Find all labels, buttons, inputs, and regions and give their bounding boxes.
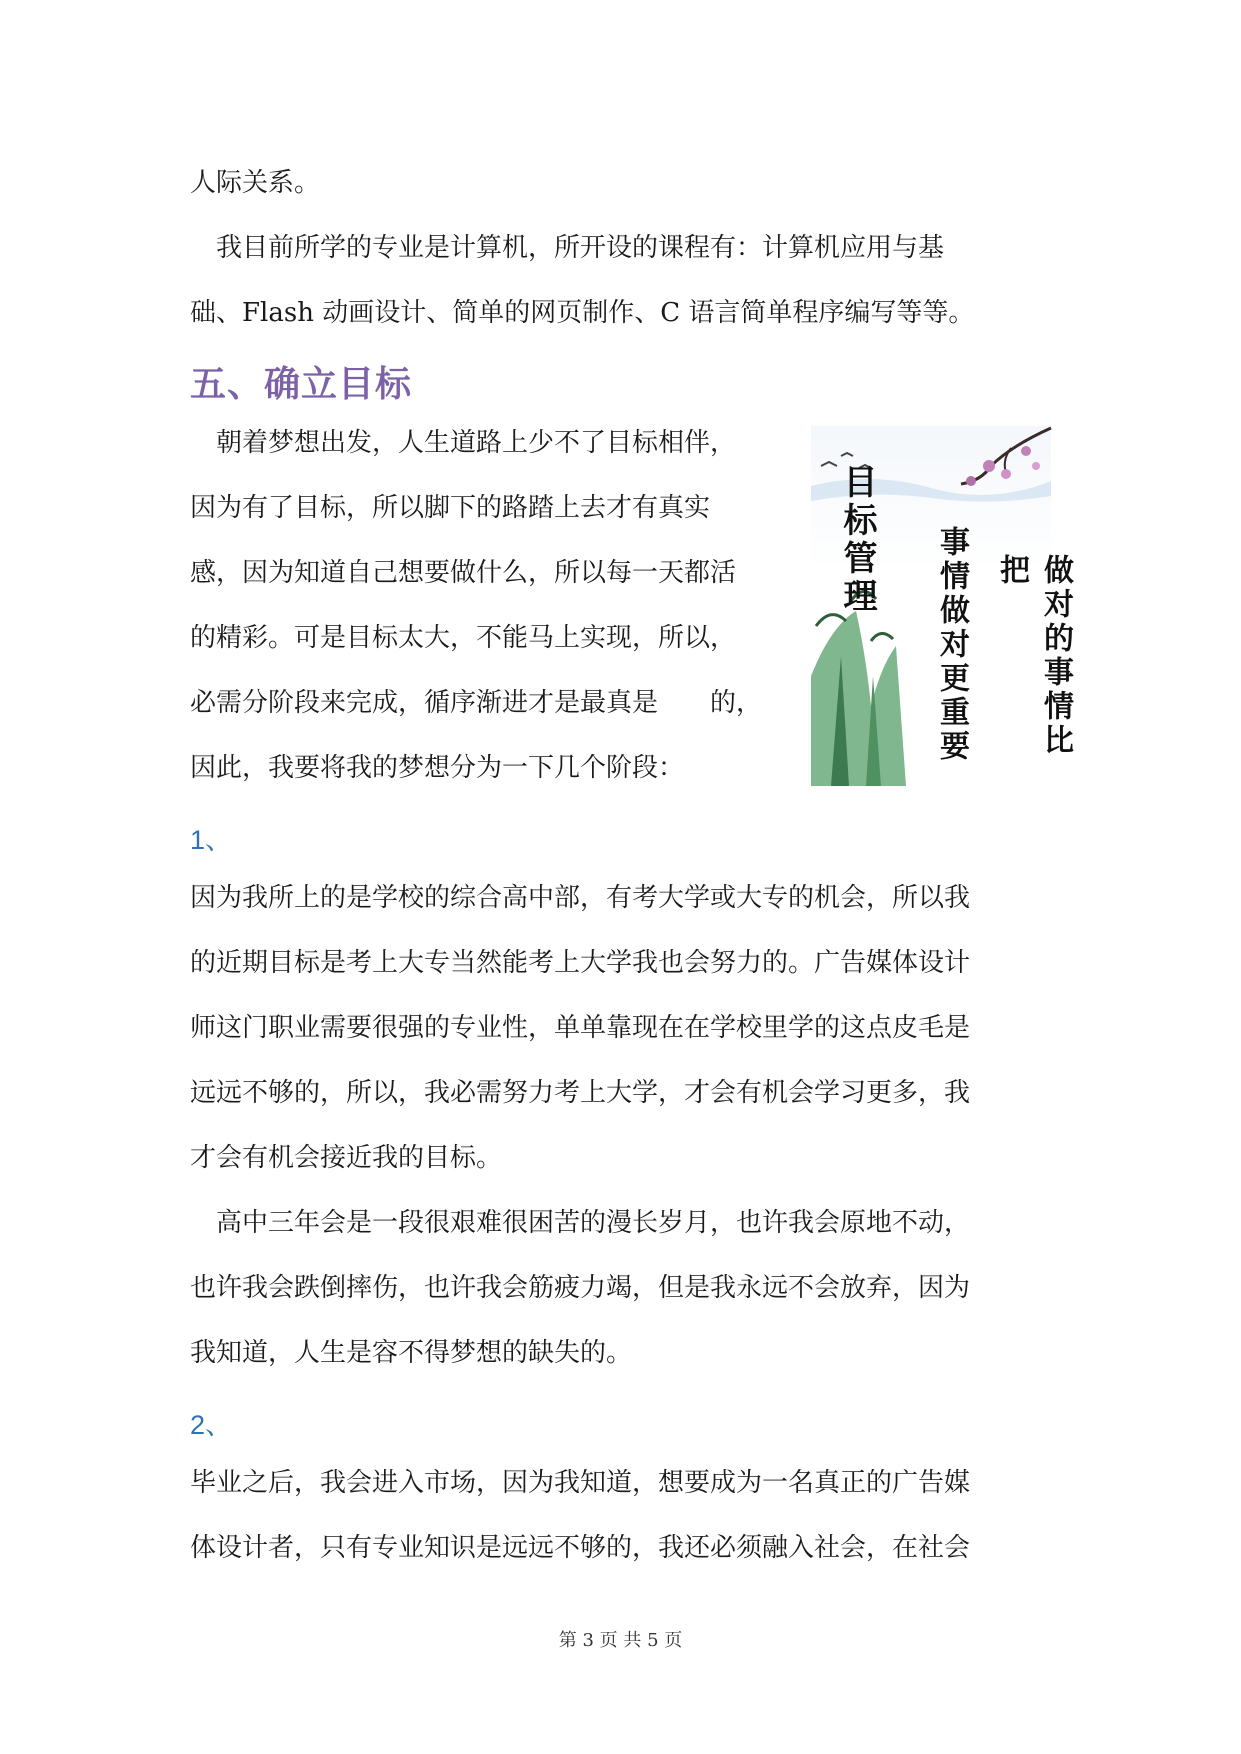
paragraph-line: 体设计者，只有专业知识是远远不够的，我还必须融入社会，在社会	[190, 1533, 971, 1563]
image-text-mid: 事情做对更重要	[934, 526, 969, 764]
paragraph-line: 我目前所学的专业是计算机，所开设的课程有：计算机应用与基	[190, 233, 945, 263]
paragraph-line: 人际关系。	[190, 168, 321, 198]
paragraph-line: 毕业之后，我会进入市场，因为我知道，想要成为一名真正的广告媒	[190, 1468, 971, 1498]
image-text-right: 做对的事情比把	[994, 554, 1073, 758]
page-footer: 第 3 页 共 5 页	[558, 1630, 683, 1651]
paragraph-line: 远远不够的，所以，我必需努力考上大学，才会有机会学习更多，我	[190, 1078, 971, 1108]
paragraph-line: 础、Flash 动画设计、简单的网页制作、C 语言简单程序编写等等。	[190, 298, 975, 328]
paragraph-line: 高中三年会是一段很艰难很困苦的漫长岁月，也许我会原地不动，	[190, 1208, 971, 1238]
paragraph-line: 也许我会跌倒摔伤，也许我会筋疲力竭，但是我永远不会放弃，因为	[190, 1273, 971, 1303]
paragraph-line: 的精彩。可是目标太大，不能马上实现，所以，	[190, 623, 737, 653]
paragraph-line: 才会有机会接近我的目标。	[190, 1143, 503, 1173]
paragraph-line: 的近期目标是考上大专当然能考上大学我也会努力的。广告媒体设计	[190, 948, 971, 978]
paragraph-line: 因为有了目标，所以脚下的路踏上去才有真实	[190, 493, 711, 523]
paragraph-line: 必需分阶段来完成，循序渐进才是最真是 的，	[190, 688, 763, 718]
paragraph-line: 感，因为知道自己想要做什么，所以每一天都活	[190, 558, 737, 588]
goal-management-image	[811, 426, 1073, 786]
paragraph-line: 因为我所上的是学校的综合高中部，有考大学或大专的机会，所以我	[190, 883, 971, 913]
stage-number: 2、	[190, 1410, 233, 1440]
stage-number: 1、	[190, 825, 233, 855]
section-heading: 五、确立目标	[190, 364, 413, 405]
paragraph-line: 朝着梦想出发，人生道路上少不了目标相伴，	[190, 428, 737, 458]
image-text-left: 目标管理	[837, 464, 877, 616]
paragraph-line: 师这门职业需要很强的专业性，单单靠现在在学校里学的这点皮毛是	[190, 1013, 971, 1043]
paragraph-line: 我知道，人生是容不得梦想的缺失的。	[190, 1338, 633, 1368]
paragraph-line: 因此，我要将我的梦想分为一下几个阶段：	[190, 753, 685, 783]
